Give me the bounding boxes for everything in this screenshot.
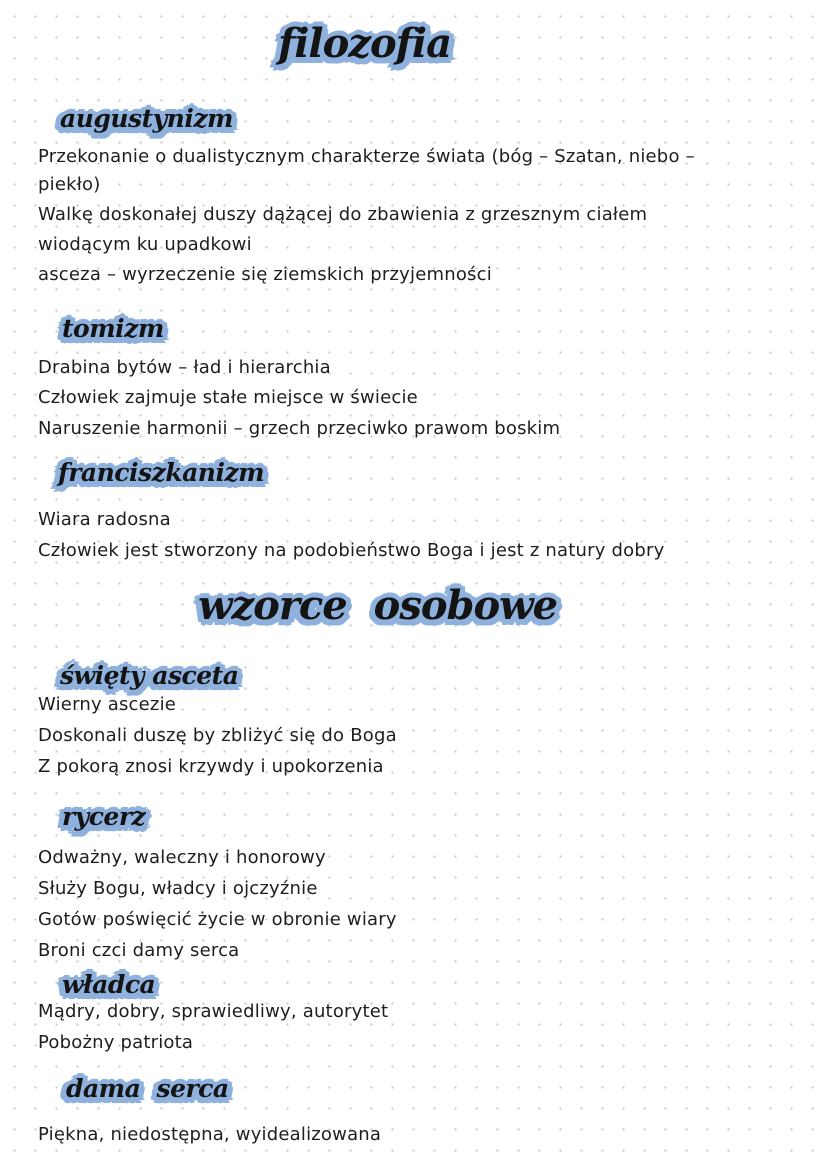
- note-line: Człowiek zajmuje stałe miejsce w świecie: [38, 387, 418, 408]
- pattern-heading-swiety-asceta: święty asceta: [60, 661, 239, 690]
- note-line: Z pokorą znosi krzywdy i upokorzenia: [38, 756, 384, 777]
- note-line: Pobożny patriota: [38, 1032, 194, 1053]
- note-line: piekło): [38, 174, 101, 195]
- pattern-heading-rycerz: rycerz: [62, 802, 146, 831]
- note-line: Naruszenie harmonii – grzech przeciwko prawom boskim: [38, 418, 561, 439]
- note-line: Wierny ascezie: [38, 694, 177, 715]
- pattern-heading-wladca: władca: [62, 970, 156, 999]
- section-heading-tomizm: tomizm: [62, 314, 164, 343]
- note-line: Doskonali duszę by zbliżyć się do Boga: [38, 725, 397, 746]
- note-line: asceza – wyrzeczenie się ziemskich przyjemności: [38, 264, 492, 285]
- note-line: Broni czci damy serca: [38, 940, 240, 961]
- section-heading-augustynizm: augustynizm: [60, 104, 234, 133]
- pattern-heading-dama-serca: dama serca: [66, 1074, 229, 1103]
- note-line: Mądry, dobry, sprawiedliwy, autorytet: [38, 1001, 389, 1022]
- note-line: Przekonanie o dualistycznym charakterze świata (bóg – Szatan, niebo –: [38, 146, 695, 167]
- note-line: Walkę doskonałej duszy dążącej do zbawienia z grzesznym ciałem: [38, 204, 648, 225]
- page-title: filozofia: [278, 20, 451, 67]
- note-line: Odważny, waleczny i honorowy: [38, 847, 326, 868]
- section-heading-franciszkanizm: franciszkanizm: [58, 458, 265, 487]
- note-line: Człowiek jest stworzony na podobieństwo Boga i jest z natury dobry: [38, 540, 665, 561]
- note-line: Gotów poświęcić życie w obronie wiary: [38, 909, 397, 930]
- note-line: Piękna, niedostępna, wyidealizowana: [38, 1124, 382, 1145]
- page-subtitle: wzorce osobowe: [198, 582, 558, 629]
- note-line: Służy Bogu, władcy i ojczyźnie: [38, 878, 318, 899]
- note-line: wiodącym ku upadkowi: [38, 234, 252, 255]
- note-line: Wiara radosna: [38, 509, 171, 530]
- note-line: Drabina bytów – ład i hierarchia: [38, 357, 331, 378]
